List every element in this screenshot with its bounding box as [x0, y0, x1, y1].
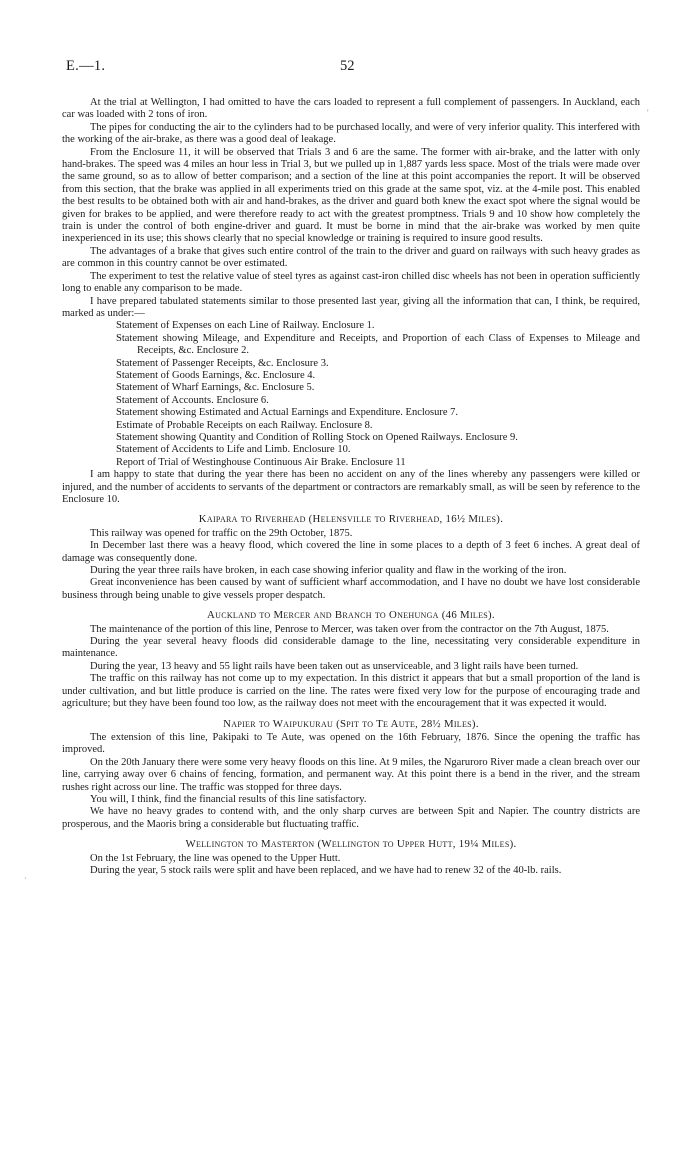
section-heading: Napier to Waipukurau (Spit to Te Aute, 28½ Miles). — [223, 717, 479, 730]
section-napier — [62, 718, 640, 832]
page-body — [62, 97, 640, 877]
paragraph: The maintenance of the portion of this line, Penrose to Mercer, was taken over from the contractor on the 7th August, 1875. — [90, 623, 609, 635]
paragraph: The experiment to test the relative value of steel tyres as against cast-iron chilled disc wheels has not been in operation sufficiently long to enable any comparison to be made. — [62, 270, 640, 295]
paragraph: During the year, 13 heavy and 55 light rails have been taken out as unserviceable, and 3 light rails have been turned. — [90, 660, 579, 672]
margin-mark: ' — [647, 108, 649, 118]
enclosure-list — [62, 320, 640, 469]
page-header — [0, 58, 700, 78]
enclosure-item: Statement of Accounts. Enclosure 6. — [116, 394, 269, 406]
enclosure-item: Estimate of Probable Receipts on each Railway. Enclosure 8. — [116, 419, 373, 431]
paragraph: The traffic on this railway has not come up to my expectation. In this district it appears that but a small proportion of the land is under cultivation, and but little produce is carried on the line. The rates were fixed very low for the purpose of encouraging trade and agriculture; but they have been found too low, as the railway does not meet with the encouragement that it was expected it would. — [62, 673, 640, 710]
section-heading: Auckland to Mercer and Branch to Onehunga (46 Miles). — [207, 609, 495, 622]
section-heading: Wellington to Masterton (Wellington to Upper Hutt, 19¼ Miles). — [185, 838, 517, 851]
paragraph: During the year several heavy floods did considerable damage to the line, necessitating very considerable expenditure in maintenance. — [62, 636, 640, 660]
section-auckland — [62, 609, 640, 710]
enclosure-item: Statement showing Estimated and Actual Earnings and Expenditure. Enclosure 7. — [116, 407, 459, 419]
paragraph: The advantages of a brake that gives such entire control of the train to the driver and guard on railways with such heavy grades as are common in this country cannot be over estimated. — [62, 245, 640, 270]
section-kaipara — [62, 513, 640, 602]
paragraph: On the 1st February, the line was opened to the Upper Hutt. — [90, 852, 341, 864]
enclosure-item: Statement of Goods Earnings, &c. Enclosure 4. — [116, 369, 316, 381]
paragraph: The pipes for conducting the air to the cylinders had to be purchased locally, and were of very inferior quality. This interfered with the working of the air-brake, as there was a good deal of leakage. — [62, 121, 640, 146]
paragraph: You will, I think, find the financial results of this line satisfactory. — [90, 793, 367, 805]
paragraph: I have prepared tabulated statements similar to those presented last year, giving all the information that can, I think, be required, marked as under:— — [62, 295, 640, 319]
paragraph: Great inconvenience has been caused by want of sufficient wharf accommodation, and I have no doubt we have lost considerable business through being unable to give vessels proper despatch. — [62, 577, 640, 601]
enclosure-item: Statement of Expenses on each Line of Railway. Enclosure 1. — [116, 320, 375, 332]
enclosure-item: Report of Trial of Westinghouse Continuous Air Brake. Enclosure 11 — [116, 456, 406, 468]
paragraph: At the trial at Wellington, I had omitted to have the cars loaded to represent a full complement of passengers. In Auckland, each car was loaded with 2 tons of iron. — [62, 97, 640, 121]
paragraph: This railway was opened for traffic on the 29th October, 1875. — [90, 527, 353, 539]
section-wellington — [62, 838, 640, 877]
document-reference: E.—1. — [66, 58, 106, 74]
enclosure-item: Statement showing Mileage, and Expenditure and Receipts, and Proportion of each Class of Expenses to Mileage and Receipts, &c. Enclosure 2. — [116, 332, 640, 357]
paragraph: The extension of this line, Pakipaki to Te Aute, was opened on the 16th February, 1876. Since the opening the traffic has improved. — [62, 731, 640, 756]
enclosure-item: Statement of Wharf Earnings, &c. Enclosure 5. — [116, 382, 315, 394]
enclosure-item: Statement showing Quantity and Condition of Rolling Stock on Opened Railways. Enclosure 9. — [116, 431, 518, 443]
section-heading: Kaipara to Riverhead (Helensville to Riverhead, 16½ Miles). — [198, 513, 504, 526]
enclosure-item: Statement of Passenger Receipts, &c. Enclosure 3. — [116, 357, 329, 369]
paragraph: From the Enclosure 11, it will be observed that Trials 3 and 6 are the same. The former with air-brake, and the latter with only hand-brakes. The speed was 4 miles an hour less in Trial 3, but we pulled up in 1,887 yards less space. Most of the trials were made over the same ground, so as to allow of better comparison; and a section of the line at this point accompanies the report. It will be observed from this section, that the brake was applied in all experiments tried on this grade at the same spot, viz. at the 4-mile post. This enabled the best results to be obtained both with air and hand-brakes, as the driver and guard both knew the exact spot where the signal would be given for brakes to be applied, and were therefore ready to act with the greatest promptness. Trials 9 and 10 show how completely the train is under the control of both engine-driver and guard. It must be borne in mind that the air-brake was worked by men quite inexperienced in its use; this shows clearly that no special knowledge or training is required to insure good results. — [62, 146, 640, 245]
paragraph: We have no heavy grades to contend with, and the only sharp curves are between Spit and Napier. The country districts are prosperous, and the Maoris bring a considerable but fluctuating traffic. — [62, 806, 640, 830]
paragraph: During the year three rails have broken, in each case showing inferior quality and flaw in the working of the iron. — [90, 565, 567, 577]
paragraph: I am happy to state that during the year there has been no accident on any of the lines whereby any passengers were killed or injured, and the number of accidents to servants of the department or contractors are remarkably small, as will be seen by reference to the Enclosure 10. — [62, 469, 640, 505]
enclosure-item: Statement of Accidents to Life and Limb. Enclosure 10. — [116, 444, 351, 456]
paragraph: On the 20th January there were some very heavy floods on this line. At 9 miles, the Ngaruroro River made a clean breach over our line, carrying away over 6 chains of fencing, formation, and permanent way. At this point there is a bend in the river, and the stream rushes right across our line. The traffic was stopped for three days. — [62, 756, 640, 793]
page-number: 52 — [340, 58, 355, 74]
margin-mark: · — [24, 873, 27, 883]
paragraph: During the year, 5 stock rails were split and have been replaced, and we have had to renew 32 of the 40-lb. rails. — [90, 864, 562, 876]
paragraph: In December last there was a heavy flood, which covered the line in some places to a depth of 3 feet 6 inches. A great deal of damage was consequently done. — [62, 540, 640, 564]
